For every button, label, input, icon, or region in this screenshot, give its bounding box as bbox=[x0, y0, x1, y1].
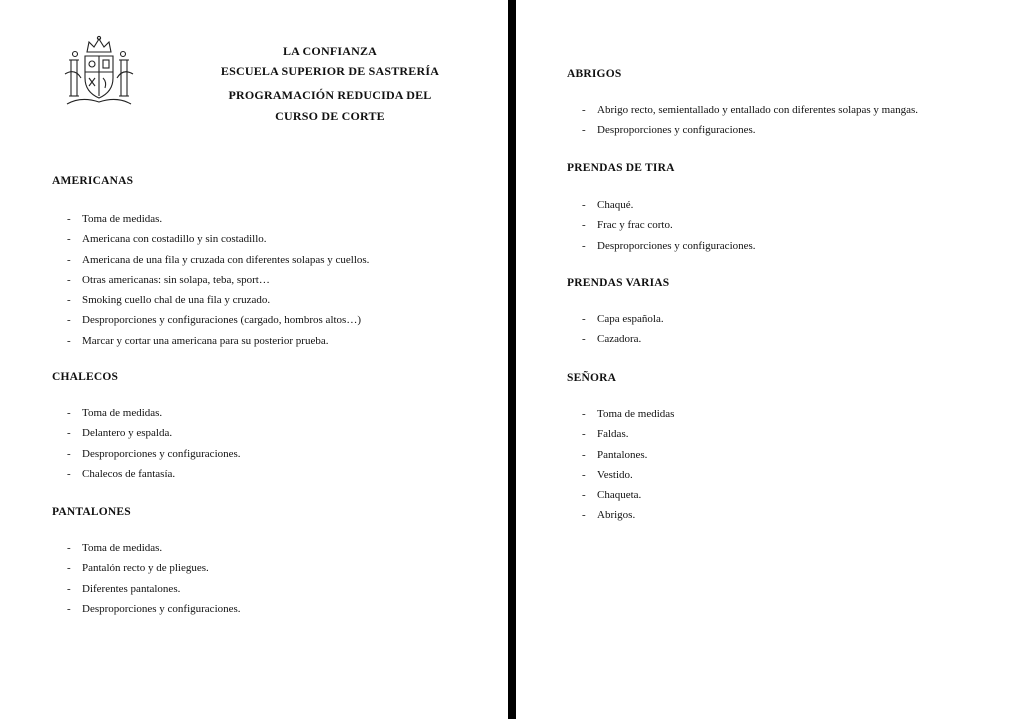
list-item: - Chaqueta. bbox=[567, 485, 674, 505]
list-item: - Americana de una fila y cruzada con diferentes solapas y cuellos. bbox=[52, 250, 369, 270]
list-item: - Pantalones. bbox=[567, 445, 674, 465]
school-name: LA CONFIANZA bbox=[282, 44, 378, 58]
document-header bbox=[200, 41, 460, 127]
list-item: - Pantalón recto y de pliegues. bbox=[52, 558, 241, 578]
section-title: SEÑORA bbox=[567, 372, 617, 384]
section-prendas-varias bbox=[567, 276, 669, 350]
list-item: - Toma de medidas. bbox=[52, 209, 369, 229]
list-item: - Chaqué. bbox=[567, 195, 756, 215]
list-item: - Toma de medidas bbox=[567, 404, 674, 424]
list-item: - Frac y frac corto. bbox=[567, 215, 756, 235]
list-item: - Desproporciones y configuraciones. bbox=[567, 120, 918, 140]
section-pantalones bbox=[52, 505, 241, 619]
section-abrigos bbox=[567, 67, 918, 141]
section-title: PRENDAS VARIAS bbox=[567, 277, 670, 289]
program-title: PROGRAMACIÓN REDUCIDA DEL bbox=[228, 88, 432, 102]
list-item: - Chalecos de fantasía. bbox=[52, 464, 241, 484]
list-item: - Otras americanas: sin solapa, teba, sport… bbox=[52, 270, 369, 290]
list-item: - Cazadora. bbox=[567, 329, 669, 349]
list-item: - Desproporciones y configuraciones. bbox=[52, 444, 241, 464]
list-item: - Abrigo recto, semientallado y entallado con diferentes solapas y mangas. bbox=[567, 100, 918, 120]
list-item: - Abrigos. bbox=[567, 505, 674, 525]
section-title: ABRIGOS bbox=[567, 68, 622, 80]
list-item: - Toma de medidas. bbox=[52, 403, 241, 423]
section-title: PRENDAS DE TIRA bbox=[567, 162, 675, 174]
list-item: - Capa española. bbox=[567, 309, 669, 329]
list-item: - Americana con costadillo y sin costadillo. bbox=[52, 229, 369, 249]
left-page bbox=[0, 0, 508, 719]
section-senora bbox=[567, 371, 674, 526]
list-item: - Diferentes pantalones. bbox=[52, 579, 241, 599]
course-title: CURSO DE CORTE bbox=[275, 109, 385, 123]
list-item: - Desproporciones y configuraciones. bbox=[567, 236, 756, 256]
list-item: - Desproporciones y configuraciones. bbox=[52, 599, 241, 619]
list-item: - Smoking cuello chal de una fila y cruzado. bbox=[52, 290, 369, 310]
section-americanas bbox=[52, 174, 369, 351]
list-item: - Toma de medidas. bbox=[52, 538, 241, 558]
list-item: - Vestido. bbox=[567, 465, 674, 485]
section-title: CHALECOS bbox=[52, 371, 119, 383]
school-subtitle: ESCUELA SUPERIOR DE SASTRERÍA bbox=[220, 64, 440, 78]
list-item: - Marcar y cortar una americana para su posterior prueba. bbox=[52, 331, 369, 351]
section-title: AMERICANAS bbox=[52, 175, 134, 187]
list-item: - Desproporciones y configuraciones (cargado, hombros altos…) bbox=[52, 310, 369, 330]
list-item: - Delantero y espalda. bbox=[52, 423, 241, 443]
section-chalecos bbox=[52, 370, 241, 484]
list-item: - Faldas. bbox=[567, 424, 674, 444]
page-divider bbox=[508, 0, 516, 719]
section-title: PANTALONES bbox=[52, 506, 131, 518]
right-page bbox=[516, 0, 1024, 719]
coat-of-arms-crest-icon bbox=[61, 34, 137, 110]
section-prendas-de-tira bbox=[567, 161, 756, 256]
